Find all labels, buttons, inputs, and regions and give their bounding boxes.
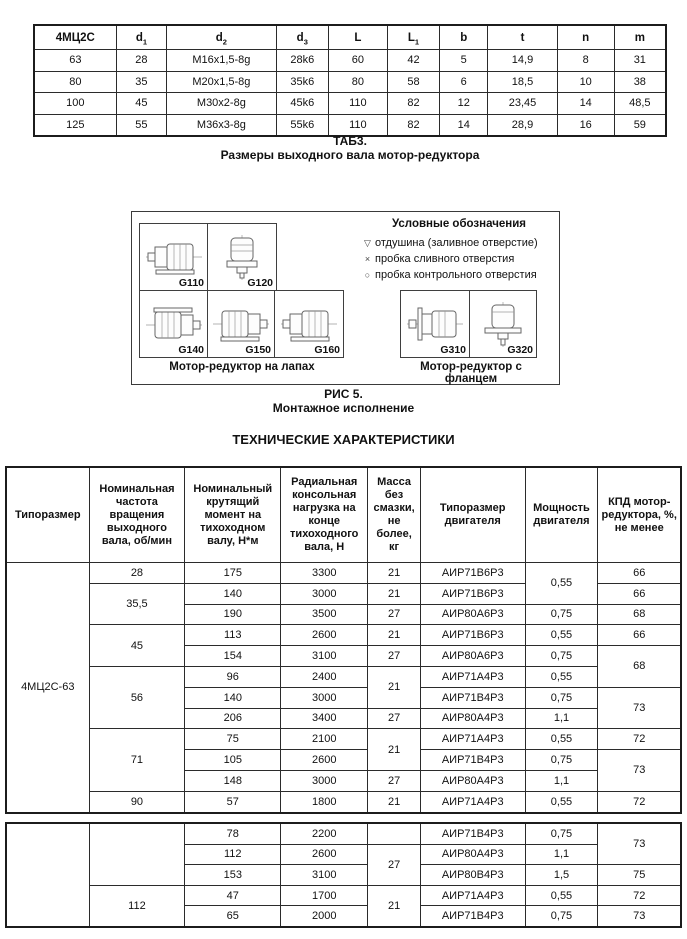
table-cell: 58: [387, 71, 439, 93]
table-cell: 2400: [281, 666, 368, 687]
table-cell: 18,5: [488, 71, 558, 93]
mount-code: G140: [178, 344, 204, 356]
table-cell: 28,9: [488, 114, 558, 136]
header-cell: Типоразмер двигателя: [420, 467, 525, 563]
table-cell: 68: [598, 604, 681, 625]
table-cell: 78: [185, 823, 281, 844]
table-cell: 90: [89, 791, 185, 812]
mount-cell-G110: [139, 223, 208, 291]
table-cell: M36x3-8g: [167, 114, 276, 136]
header-cell: Мощность двигателя: [525, 467, 598, 563]
table-cell: 73: [598, 687, 681, 729]
header-cell: Номинальная частота вращения выходного вала, об/мин: [89, 467, 185, 563]
table-cell: 3000: [281, 583, 368, 604]
table-cell: 148: [185, 770, 281, 791]
table-cell: 206: [185, 708, 281, 729]
table-cell: 72: [598, 729, 681, 750]
motor-drawing-icon: [146, 235, 202, 280]
table-cell: 71: [89, 729, 185, 791]
table-cell: 66: [598, 563, 681, 584]
legend-item-text: пробка контрольного отверстия: [375, 269, 537, 281]
table-cell: 110: [328, 114, 387, 136]
table-cell: 21: [368, 625, 421, 646]
legend-item: [360, 251, 558, 267]
table-cell: 100: [34, 93, 116, 115]
level-plug-icon: ○: [364, 270, 371, 280]
mount-code: G320: [507, 344, 533, 356]
table-cell: 3000: [281, 770, 368, 791]
table-row: [6, 625, 681, 646]
figure-number: РИС 5.: [324, 387, 363, 401]
header-cell: $d_2$: [167, 25, 276, 50]
table-cell: 190: [185, 604, 281, 625]
table-cell: 55k6: [276, 114, 328, 136]
table-cell: 2200: [281, 823, 368, 844]
table-cell: 14: [557, 93, 614, 115]
table-cell: 55: [116, 114, 167, 136]
table-row: [34, 71, 666, 93]
table-cell: 0,55: [525, 666, 598, 687]
table-cell: [6, 823, 89, 927]
table-cell: 140: [185, 687, 281, 708]
table-cell: 35: [116, 71, 167, 93]
table-cell: 27: [368, 770, 421, 791]
dimensions-table-wrap: [33, 24, 667, 137]
table-cell: 66: [598, 625, 681, 646]
table-cell: АИР71В6Р3: [420, 563, 525, 584]
table-cell: 73: [598, 823, 681, 865]
table-cell: 72: [598, 791, 681, 812]
legend-item-text: пробка сливного отверстия: [375, 253, 515, 265]
table-cell: 0,55: [525, 563, 598, 605]
table-cell: 105: [185, 750, 281, 771]
mount-cell-G150: [207, 290, 275, 358]
flange-mounts-row: [400, 290, 537, 358]
table-cell: 28k6: [276, 50, 328, 72]
table-cell: 42: [387, 50, 439, 72]
table-cell: 28: [89, 563, 185, 584]
table-cell: 0,75: [525, 823, 598, 844]
drain-plug-icon: ×: [364, 254, 371, 264]
mount-cell-G140: [139, 290, 208, 358]
table-cell: 82: [387, 114, 439, 136]
table-cell: 75: [598, 865, 681, 886]
table-cell: 113: [185, 625, 281, 646]
table-cell: 31: [614, 50, 666, 72]
table-cell: 57: [185, 791, 281, 812]
table-cell: 27: [368, 604, 421, 625]
mount-code: G160: [314, 344, 340, 356]
table-cell: АИР80А4Р3: [420, 770, 525, 791]
table-cell: M30x2-8g: [167, 93, 276, 115]
table-cell: 0,75: [525, 604, 598, 625]
table-cell: 63: [34, 50, 116, 72]
table-row: [6, 563, 681, 584]
table-cell: 3500: [281, 604, 368, 625]
table-cell: АИР71В4Р3: [420, 687, 525, 708]
table-cell: 110: [328, 93, 387, 115]
table-cell: 80: [328, 71, 387, 93]
table-cell: 47: [185, 885, 281, 906]
breather-plug-icon: ▽: [364, 238, 371, 248]
tech-table-wrap: [5, 466, 682, 814]
tech-table-continued: [5, 822, 682, 928]
table-cell: 65: [185, 906, 281, 927]
table-cell: 21: [368, 583, 421, 604]
table-cell: 5: [440, 50, 488, 72]
header-cell: Типоразмер: [6, 467, 89, 563]
table-cell: 0,55: [525, 791, 598, 812]
table-cell: 153: [185, 865, 281, 886]
table-cell: АИР71В6Р3: [420, 583, 525, 604]
table-cell: 2600: [281, 750, 368, 771]
feet-mount-caption: Мотор-редуктор на лапах: [169, 361, 315, 373]
table-cell: 21: [368, 729, 421, 771]
table-number: ТАБ3.: [333, 134, 367, 148]
table-cell: 21: [368, 885, 421, 927]
table-cell: 0,75: [525, 646, 598, 667]
mount-cell-G310: [400, 290, 470, 358]
motor-drawing-icon: [213, 302, 269, 347]
table-cell: АИР71А4Р3: [420, 791, 525, 812]
table-cell: 3400: [281, 708, 368, 729]
flange-mount-caption: Мотор-редуктор с фланцем: [420, 361, 522, 385]
table-cell: 112: [185, 844, 281, 865]
table-cell: АИР71А4Р3: [420, 666, 525, 687]
tech-table: [5, 466, 682, 814]
table-cell: 2600: [281, 844, 368, 865]
dimensions-table: [33, 24, 667, 137]
table-cell: 1,5: [525, 865, 598, 886]
mount-code: G110: [178, 277, 204, 289]
table-row: [6, 666, 681, 687]
table-cell: 72: [598, 885, 681, 906]
table-cell: 75: [185, 729, 281, 750]
table-cell: АИР71В6Р3: [420, 625, 525, 646]
header-cell: $d_1$: [116, 25, 167, 50]
table-cell: АИР71В4Р3: [420, 906, 525, 927]
header-cell: КПД мотор-редуктора, %, не менее: [598, 467, 681, 563]
header-cell: $d_3$: [276, 25, 328, 50]
header-cell: 4МЦ2С: [34, 25, 116, 50]
table-cell: 66: [598, 583, 681, 604]
table-cell: АИР71В4Р3: [420, 750, 525, 771]
table-cell: 3300: [281, 563, 368, 584]
mount-code: G120: [247, 277, 273, 289]
table-cell: 175: [185, 563, 281, 584]
table-cell: 8: [557, 50, 614, 72]
table-cell: 0,55: [525, 729, 598, 750]
mount-cell-G320: [469, 290, 537, 358]
table-cell: 27: [368, 844, 421, 885]
table-title: Размеры выходного вала мотор-редуктора: [220, 148, 480, 162]
mount-code: G310: [440, 344, 466, 356]
table-cell: 28: [116, 50, 167, 72]
table-cell: АИР71А4Р3: [420, 729, 525, 750]
figure-title: Монтажное исполнение: [272, 401, 415, 415]
mount-code: G150: [245, 344, 271, 356]
table-cell: [89, 823, 185, 885]
table-cell: 45: [89, 625, 185, 667]
table-cell: 14,9: [488, 50, 558, 72]
mounting-figure: [131, 211, 560, 385]
header-cell: b: [440, 25, 488, 50]
header-cell: Масса без смазки, не более, кг: [368, 467, 421, 563]
table-cell: 1700: [281, 885, 368, 906]
legend-item: [360, 267, 558, 283]
motor-drawing-icon: [281, 302, 337, 347]
table-cell: M20x1,5-8g: [167, 71, 276, 93]
table-cell: 80: [34, 71, 116, 93]
motor-drawing-icon: [475, 302, 531, 347]
dimensions-table-caption: [33, 134, 667, 162]
table-row: [6, 791, 681, 812]
header-cell: Радиальная консольная нагрузка на конце тихоходного вала, Н: [281, 467, 368, 563]
table-cell: 21: [368, 563, 421, 584]
motor-drawing-icon: [407, 302, 463, 347]
table-cell: 1800: [281, 791, 368, 812]
table-cell: АИР71В4Р3: [420, 823, 525, 844]
table-cell: 35k6: [276, 71, 328, 93]
table-cell: 2100: [281, 729, 368, 750]
table-row: [34, 50, 666, 72]
table-cell: [368, 823, 421, 844]
header-cell: n: [557, 25, 614, 50]
header-cell: m: [614, 25, 666, 50]
table-cell: 27: [368, 646, 421, 667]
mount-cell-G160: [274, 290, 344, 358]
table-cell: 56: [89, 666, 185, 728]
section-title: ТЕХНИЧЕСКИЕ ХАРАКТЕРИСТИКИ: [232, 432, 455, 447]
table-cell: 59: [614, 114, 666, 136]
table-row: [6, 823, 681, 844]
table-cell: 68: [598, 646, 681, 688]
table-cell: АИР80А4Р3: [420, 844, 525, 865]
table-cell: 112: [89, 885, 185, 927]
table-cell: 45k6: [276, 93, 328, 115]
table-cell: АИР80А4Р3: [420, 708, 525, 729]
table-cell: 2600: [281, 625, 368, 646]
table-cell: 1,1: [525, 844, 598, 865]
mount-cell-G120: [207, 223, 277, 291]
table-cell: 73: [598, 906, 681, 927]
header-cell: Номинальный крутящий момент на тихоходном валу, Н*м: [185, 467, 281, 563]
table-cell: 21: [368, 791, 421, 812]
motor-drawing-icon: [214, 235, 270, 280]
table-cell: 154: [185, 646, 281, 667]
table-cell: 35,5: [89, 583, 185, 625]
table-cell: 21: [368, 666, 421, 708]
table-cell: 3000: [281, 687, 368, 708]
figure-legend: [360, 218, 558, 283]
header-cell: L: [328, 25, 387, 50]
tech-table-continued-wrap: [5, 822, 682, 928]
table-cell: 4МЦ2С-63: [6, 563, 89, 813]
table-cell: АИР71А4Р3: [420, 885, 525, 906]
legend-items: [360, 235, 558, 283]
table-cell: АИР80А6Р3: [420, 646, 525, 667]
table-cell: 0,75: [525, 687, 598, 708]
table-cell: АИР80А6Р3: [420, 604, 525, 625]
table-row: [6, 729, 681, 750]
table-cell: 12: [440, 93, 488, 115]
table-cell: АИР80В4Р3: [420, 865, 525, 886]
table-cell: 140: [185, 583, 281, 604]
header-row: [6, 467, 681, 563]
table-cell: 10: [557, 71, 614, 93]
motor-drawing-icon: [146, 302, 202, 347]
table-row: [6, 885, 681, 906]
table-cell: 1,1: [525, 770, 598, 791]
table-cell: 60: [328, 50, 387, 72]
table-cell: 96: [185, 666, 281, 687]
table-row: [34, 114, 666, 136]
table-cell: 0,55: [525, 625, 598, 646]
table-cell: 1,1: [525, 708, 598, 729]
table-cell: 3100: [281, 865, 368, 886]
table-cell: 3100: [281, 646, 368, 667]
table-cell: 0,55: [525, 885, 598, 906]
header-cell: $L_1$: [387, 25, 439, 50]
table-cell: 125: [34, 114, 116, 136]
table-cell: 2000: [281, 906, 368, 927]
table-cell: M16x1,5-8g: [167, 50, 276, 72]
table-cell: 16: [557, 114, 614, 136]
table-cell: 45: [116, 93, 167, 115]
table-cell: 14: [440, 114, 488, 136]
table-cell: 23,45: [488, 93, 558, 115]
table-row: [34, 93, 666, 115]
table-cell: 82: [387, 93, 439, 115]
legend-item-text: отдушина (заливное отверстие): [375, 237, 538, 249]
table-cell: 0,75: [525, 750, 598, 771]
table-cell: 27: [368, 708, 421, 729]
legend-item: [360, 235, 558, 251]
legend-title: Условные обозначения: [391, 218, 526, 230]
table-cell: 6: [440, 71, 488, 93]
feet-mounts-row2: [139, 290, 344, 358]
table-cell: 48,5: [614, 93, 666, 115]
table-cell: 73: [598, 750, 681, 792]
table-cell: 0,75: [525, 906, 598, 927]
header-row: [34, 25, 666, 50]
table-cell: 38: [614, 71, 666, 93]
feet-mounts-row1: [139, 223, 277, 291]
header-cell: t: [488, 25, 558, 50]
